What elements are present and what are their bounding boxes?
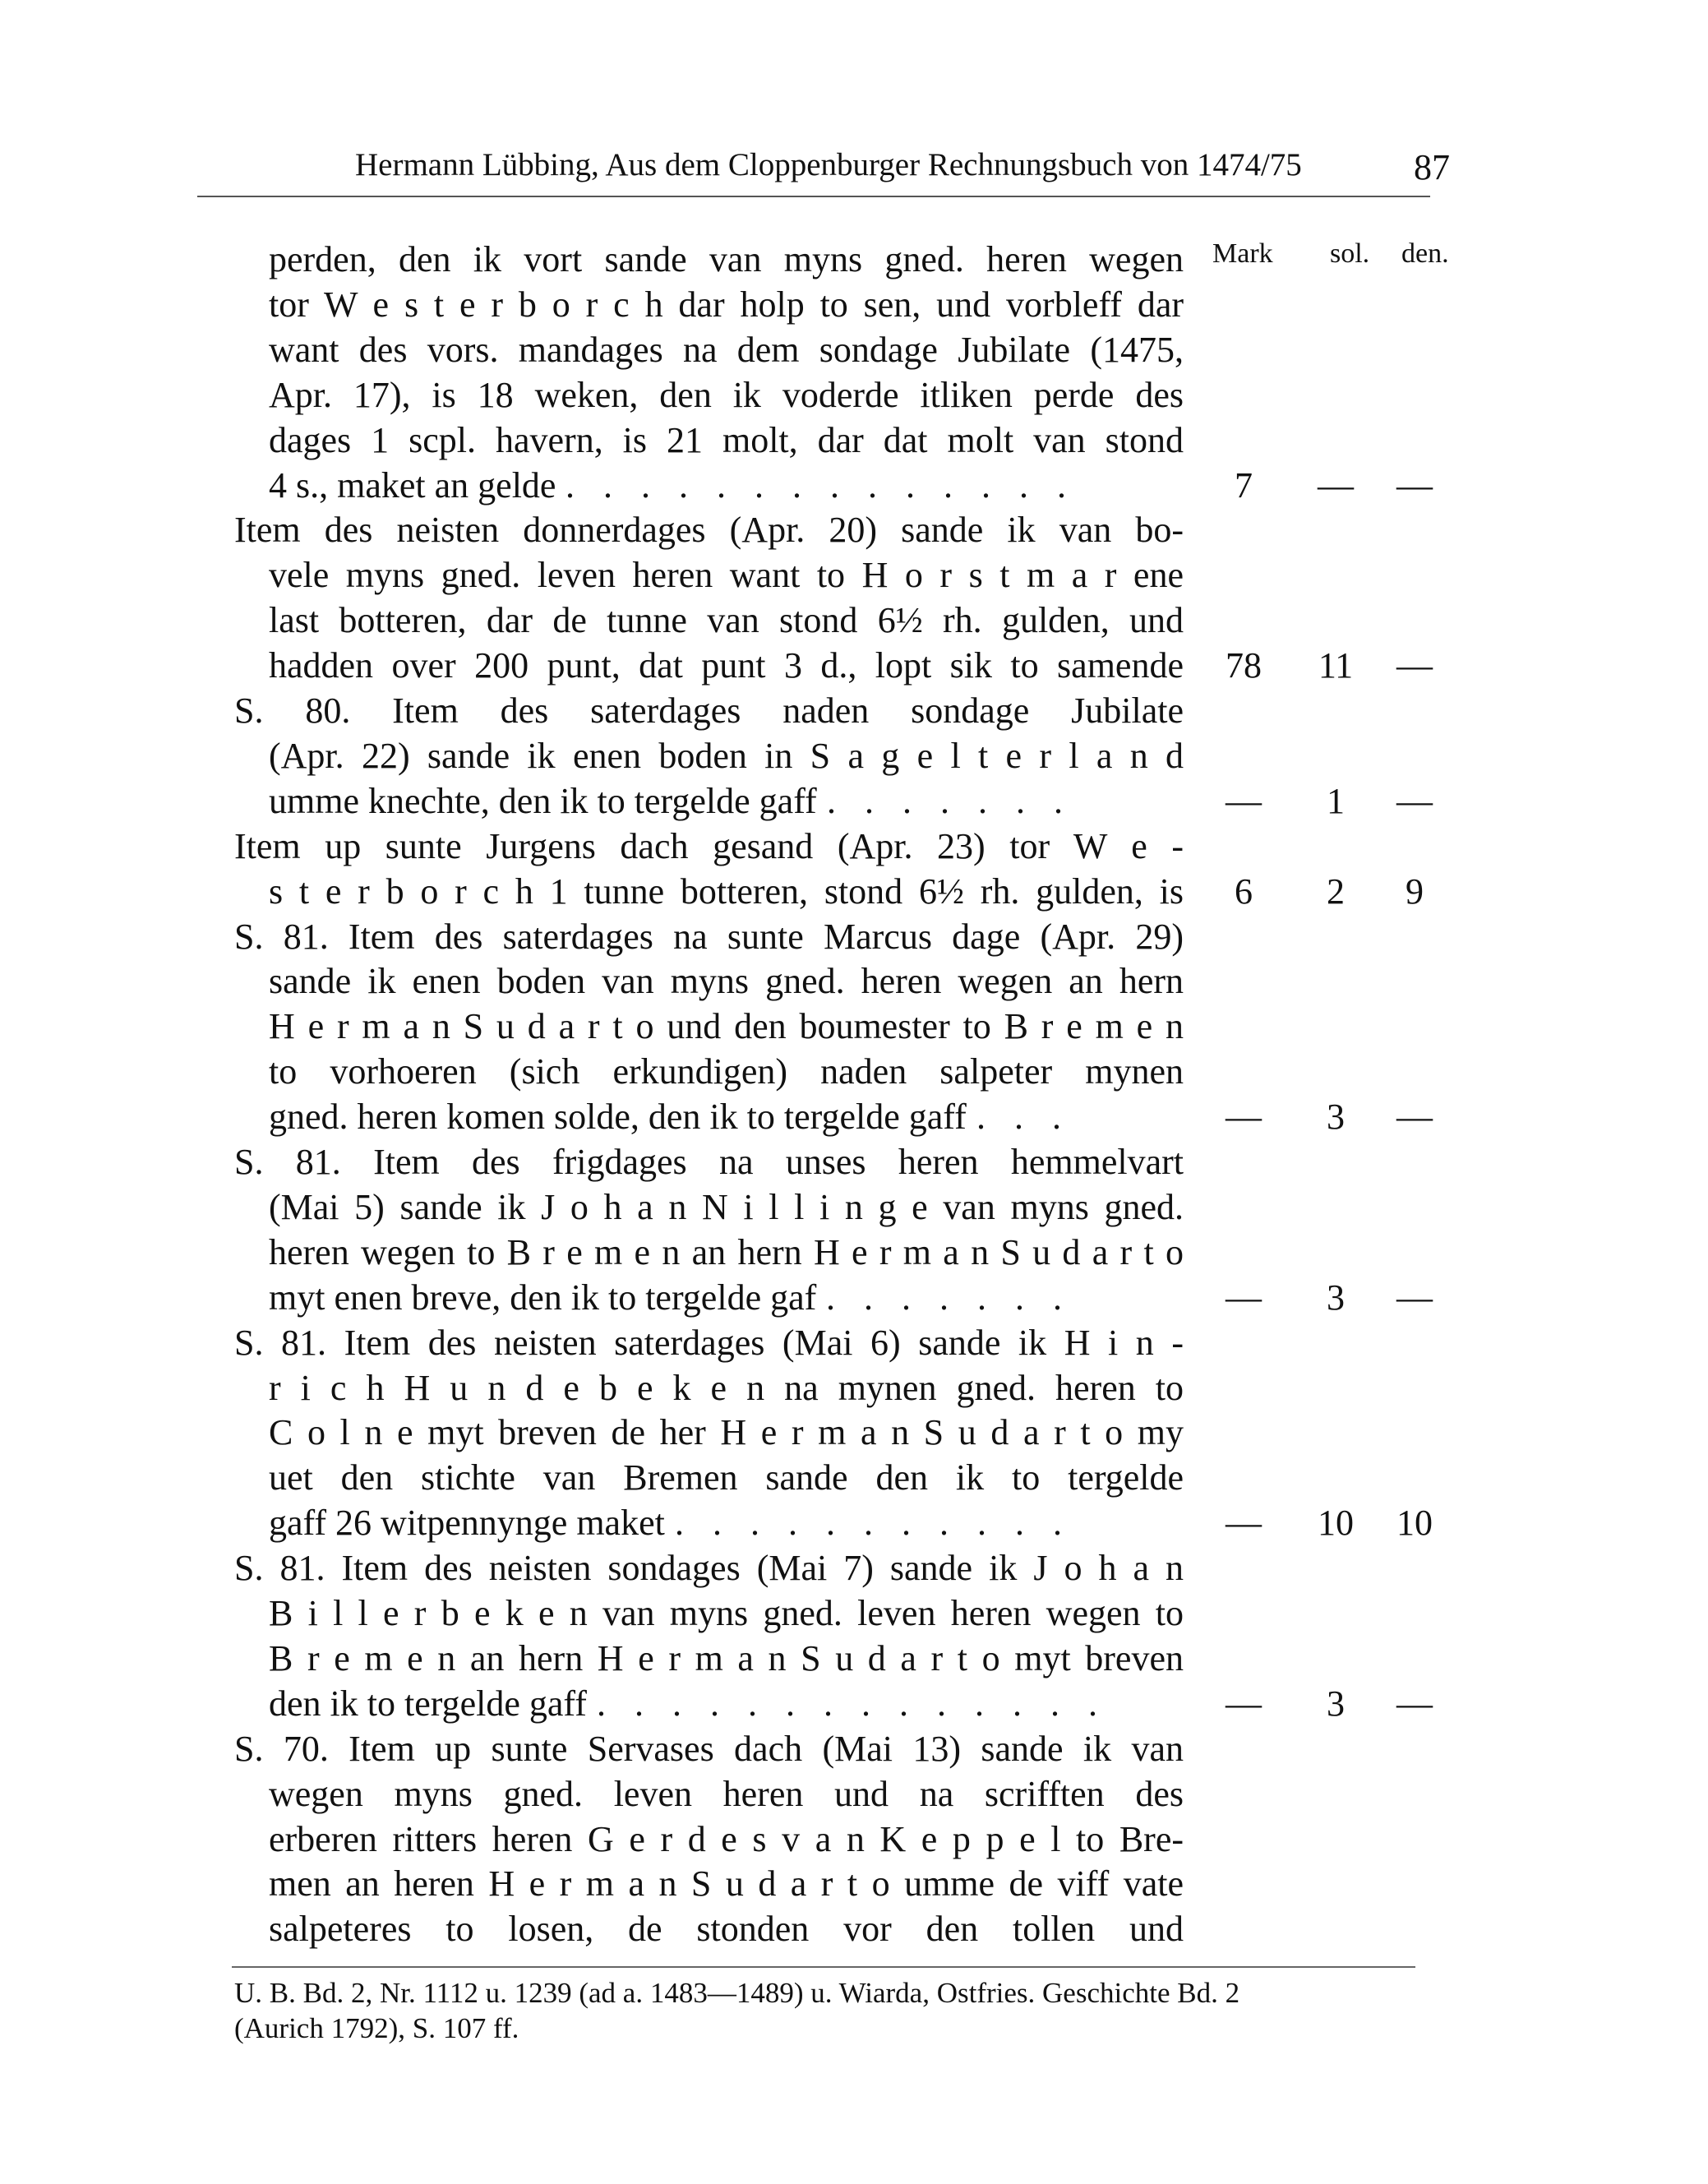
line-text: vele myns gned. leven heren want to H o r s t m a r ene xyxy=(269,555,1184,596)
ledger-line xyxy=(0,914,1708,960)
ledger-line xyxy=(0,1636,1708,1682)
ledger-line xyxy=(0,1275,1708,1321)
amount-sol: 10 xyxy=(1318,1503,1354,1544)
ledger-line xyxy=(0,1094,1708,1140)
amount-den: — xyxy=(1396,780,1433,821)
amount-den: — xyxy=(1396,464,1433,506)
amount-sol: 2 xyxy=(1327,870,1345,912)
ledger-line xyxy=(0,733,1708,779)
line-text: umme knechte, den ik to tergelde gaff xyxy=(269,780,817,821)
amount-mark: — xyxy=(1226,1683,1262,1724)
leader-dots: . . . . . . . xyxy=(826,1277,1072,1318)
amount-sol: 3 xyxy=(1327,1277,1345,1318)
line-text: S. 80. Item des saterdages naden sondage Jubilate xyxy=(234,690,1184,731)
leader-dots: . . . . . . . . . . . . . . xyxy=(565,464,1076,506)
ledger-line xyxy=(0,1320,1708,1366)
ledger-line xyxy=(0,1500,1708,1546)
amount-den: 10 xyxy=(1396,1503,1433,1544)
line-text: s t e r b o r c h 1 tunne botteren, stond 6½ rh. gulden, is xyxy=(269,870,1184,912)
amount-mark: 78 xyxy=(1226,645,1262,686)
line-text: S. 81. Item des neisten saterdages (Mai 6) sande ik H i n - xyxy=(234,1322,1184,1363)
ledger-line xyxy=(0,1365,1708,1411)
amount-mark: — xyxy=(1226,1503,1262,1544)
line-text: den ik to tergelde gaff xyxy=(269,1683,587,1724)
line-text: S. 81. Item des frigdages na unses heren hemmelvart xyxy=(234,1142,1184,1182)
line-text: sande ik enen boden van myns gned. heren wegen an hern xyxy=(269,961,1184,1002)
line-text: B r e m e n an hern H e r m a n S u d a r t o myt breven xyxy=(269,1637,1184,1678)
line-text: salpeteres to losen, de stonden vor den tollen und xyxy=(269,1909,1184,1950)
amount-sol: 3 xyxy=(1327,1683,1345,1724)
column-heading-den: den. xyxy=(1401,238,1449,269)
amount-den: — xyxy=(1396,1277,1433,1318)
ledger-line xyxy=(0,958,1708,1004)
ledger-line xyxy=(0,1771,1708,1817)
line-text: dages 1 scpl. havern, is 21 molt, dar dat molt van stond xyxy=(269,419,1184,460)
footnote-line-2: (Aurich 1792), S. 107 ff. xyxy=(234,2012,519,2044)
line-text: Item des neisten donnerdages (Apr. 20) sande ik van bo- xyxy=(234,510,1184,551)
line-text: Item up sunte Jurgens dach gesand (Apr. 23) tor W e - xyxy=(234,825,1184,866)
column-heading-sol: sol. xyxy=(1330,238,1370,269)
ledger-line xyxy=(0,688,1708,734)
line-text: H e r m a n S u d a r t o und den boumester to B r e m e n xyxy=(269,1006,1184,1047)
ledger-line xyxy=(0,824,1708,870)
page-number: 87 xyxy=(1414,147,1450,187)
ledger-line xyxy=(0,1455,1708,1501)
line-text: gaff 26 witpennynge maket xyxy=(269,1503,665,1544)
ledger-line xyxy=(0,598,1708,644)
line-text: to vorhoeren (sich erkundigen) naden salpeter mynen xyxy=(269,1051,1184,1092)
amount-mark: 6 xyxy=(1235,870,1253,912)
line-text: Apr. 17), is 18 weken, den ik voderde itliken perde des xyxy=(269,374,1184,415)
leader-dots: . . . . . . . . . . . . . . xyxy=(597,1683,1107,1724)
ledger-line xyxy=(0,1230,1708,1276)
ledger-line xyxy=(0,282,1708,328)
amount-sol: 1 xyxy=(1327,780,1345,821)
amount-den: 9 xyxy=(1406,870,1424,912)
amount-sol: — xyxy=(1318,464,1354,506)
amount-mark: 7 xyxy=(1235,464,1253,506)
amount-sol: 3 xyxy=(1327,1097,1345,1138)
ledger-line xyxy=(0,418,1708,464)
line-text: wegen myns gned. leven heren und na scrifften des xyxy=(269,1773,1184,1814)
line-text: myt enen breve, den ik to tergelde gaf xyxy=(269,1277,817,1318)
amount-den: — xyxy=(1396,1683,1433,1724)
ledger-line xyxy=(0,1681,1708,1727)
ledger-line xyxy=(0,1726,1708,1772)
ledger-line xyxy=(0,1906,1708,1952)
footnote-rule xyxy=(232,1966,1415,1968)
ledger-line xyxy=(0,1817,1708,1863)
ledger-line xyxy=(0,372,1708,418)
line-text: S. 81. Item des saterdages na sunte Marcus dage (Apr. 29) xyxy=(234,916,1184,957)
ledger-line xyxy=(0,327,1708,373)
column-heading-mark: Mark xyxy=(1212,238,1273,269)
amount-sol: 11 xyxy=(1318,645,1354,686)
amount-den: — xyxy=(1396,645,1433,686)
line-text: C o l n e myt breven de her H e r m a n S u d a r t o my xyxy=(269,1412,1184,1453)
ledger-line xyxy=(0,643,1708,689)
ledger-line xyxy=(0,1004,1708,1050)
line-text: S. 81. Item des neisten sondages (Mai 7) sande ik J o h a n xyxy=(234,1548,1184,1589)
ledger-line xyxy=(0,1139,1708,1185)
line-text: men an heren H e r m a n S u d a r t o umme de viff vate xyxy=(269,1863,1184,1905)
amount-mark: — xyxy=(1226,1277,1262,1318)
footnote-line-1: U. B. Bd. 2, Nr. 1112 u. 1239 (ad a. 1483—1489) u. Wiarda, Ostfries. Geschichte Bd. 2 xyxy=(234,1977,1240,2009)
line-text: hadden over 200 punt, dat punt 3 d., lopt sik to samende xyxy=(269,645,1184,686)
ledger-line xyxy=(0,1545,1708,1591)
ledger-line xyxy=(0,1184,1708,1231)
line-text: S. 70. Item up sunte Servases dach (Mai 13) sande ik van xyxy=(234,1728,1184,1769)
line-text: gned. heren komen solde, den ik to tergelde gaff xyxy=(269,1097,967,1138)
line-text: (Mai 5) sande ik J o h a n N i l l i n g e van myns gned. xyxy=(269,1186,1184,1227)
line-text: B i l l e r b e k e n van myns gned. leven heren wegen to xyxy=(269,1593,1184,1633)
amount-mark: — xyxy=(1226,780,1262,821)
line-text: last botteren, dar de tunne van stond 6½ rh. gulden, und xyxy=(269,600,1184,641)
ledger-line xyxy=(0,1049,1708,1095)
header-rule xyxy=(197,196,1430,197)
ledger-line xyxy=(0,1861,1708,1907)
header-title: Hermann Lübbing, Aus dem Cloppenburger Rechnungsbuch von 1474/75 xyxy=(355,147,1302,182)
ledger-line xyxy=(0,869,1708,915)
ledger-line xyxy=(0,463,1708,509)
leader-dots: . . . . . . . . . . . xyxy=(675,1503,1072,1544)
line-text: (Apr. 22) sande ik enen boden in S a g e l t e r l a n d xyxy=(269,735,1184,776)
leader-dots: . . . xyxy=(976,1097,1071,1138)
line-text: perden, den ik vort sande van myns gned. heren wegen xyxy=(269,239,1184,279)
line-text: tor W e s t e r b o r c h dar holp to sen, und vorbleff dar xyxy=(269,284,1184,325)
ledger-line xyxy=(0,237,1708,283)
amount-den: — xyxy=(1396,1097,1433,1138)
ledger-line xyxy=(0,778,1708,824)
ledger-line xyxy=(0,1410,1708,1456)
amount-mark: — xyxy=(1226,1097,1262,1138)
ledger-line xyxy=(0,552,1708,598)
leader-dots: . . . . . . . xyxy=(827,780,1073,821)
line-text: r i c h H u n d e b e k e n na mynen gned. heren to xyxy=(269,1367,1184,1408)
line-text: 4 s., maket an gelde xyxy=(269,464,556,506)
ledger-line xyxy=(0,1591,1708,1637)
ledger-line xyxy=(0,507,1708,553)
line-text: erberen ritters heren G e r d e s v a n K e p p e l to Bre- xyxy=(269,1818,1184,1859)
line-text: want des vors. mandages na dem sondage Jubilate (1475, xyxy=(269,329,1184,370)
line-text: heren wegen to B r e m e n an hern H e r m a n S u d a r t o xyxy=(269,1231,1184,1272)
line-text: uet den stichte van Bremen sande den ik to tergelde xyxy=(269,1457,1184,1498)
